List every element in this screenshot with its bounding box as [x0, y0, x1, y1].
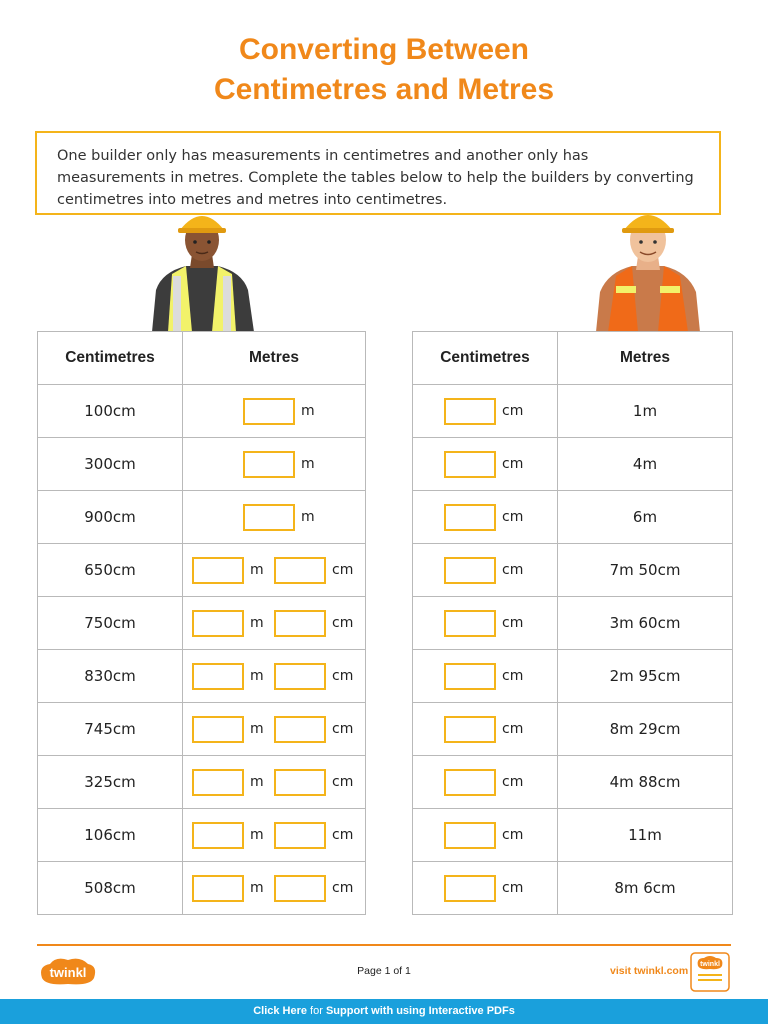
table-row: [413, 544, 733, 597]
table-row: [38, 385, 366, 438]
header-metres: Metres: [183, 332, 366, 385]
unit-cm: cm: [502, 774, 524, 790]
unit-cm: cm: [332, 880, 354, 896]
centimetres-answer-box[interactable]: [444, 451, 496, 478]
instructions-box: One builder only has measurements in centimetres and another only has measurements in metres. Complete the tables below to help the builders by converting centimetres into metres and metres into centimetres.: [35, 131, 721, 215]
m-value: 4m: [558, 438, 733, 491]
m-value: 1m: [558, 385, 733, 438]
table-row: [38, 650, 366, 703]
header-centimetres: Centimetres: [413, 332, 558, 385]
metres-cell: [183, 650, 366, 703]
table-row: [413, 756, 733, 809]
metres-answer-box[interactable]: [192, 716, 244, 743]
table-row: [413, 597, 733, 650]
metres-answer-box[interactable]: [192, 769, 244, 796]
metres-cell: [183, 385, 366, 438]
table-row: [413, 862, 733, 915]
page-title-line2: Centimetres and Metres: [213, 73, 555, 106]
unit-cm: cm: [332, 615, 354, 631]
banner-for: for: [307, 1005, 326, 1017]
unit-cm: cm: [502, 880, 524, 896]
support-banner[interactable]: [0, 999, 768, 1024]
unit-m: m: [250, 615, 264, 631]
m-to-cm-table: [412, 331, 733, 915]
metres-cell: [183, 862, 366, 915]
unit-m: m: [250, 774, 264, 790]
centimetres-answer-box[interactable]: [444, 557, 496, 584]
cm-value: 750cm: [38, 597, 183, 650]
centimetres-cell: [413, 544, 558, 597]
unit-cm: cm: [502, 562, 524, 578]
centimetres-answer-box[interactable]: [444, 716, 496, 743]
table-row: [38, 491, 366, 544]
centimetres-answer-box[interactable]: [274, 822, 326, 849]
centimetres-answer-box[interactable]: [444, 875, 496, 902]
metres-answer-box[interactable]: [192, 875, 244, 902]
unit-m: m: [301, 456, 315, 472]
unit-cm: cm: [502, 403, 524, 419]
centimetres-cell: [413, 438, 558, 491]
centimetres-answer-box[interactable]: [274, 875, 326, 902]
centimetres-answer-box[interactable]: [444, 610, 496, 637]
unit-cm: cm: [502, 509, 524, 525]
table-row: [38, 862, 366, 915]
click-here-link[interactable]: Click Here: [253, 1005, 307, 1017]
unit-m: m: [250, 562, 264, 578]
m-value: 6m: [558, 491, 733, 544]
m-value: 7m 50cm: [558, 544, 733, 597]
table-row: [38, 756, 366, 809]
metres-cell: [183, 544, 366, 597]
unit-cm: cm: [332, 668, 354, 684]
unit-cm: cm: [502, 456, 524, 472]
cm-value: 830cm: [38, 650, 183, 703]
table-row: [38, 703, 366, 756]
centimetres-answer-box[interactable]: [274, 716, 326, 743]
table-row: [38, 809, 366, 862]
m-value: 11m: [558, 809, 733, 862]
header-centimetres: Centimetres: [38, 332, 183, 385]
table-row: [413, 703, 733, 756]
metres-answer-box[interactable]: [192, 663, 244, 690]
centimetres-answer-box[interactable]: [274, 610, 326, 637]
metres-answer-box[interactable]: [243, 398, 295, 425]
cm-value: 106cm: [38, 809, 183, 862]
unit-m: m: [301, 509, 315, 525]
page-title-line1: Converting Between: [238, 33, 530, 66]
unit-cm: cm: [502, 668, 524, 684]
centimetres-answer-box[interactable]: [444, 504, 496, 531]
centimetres-cell: [413, 809, 558, 862]
metres-answer-box[interactable]: [192, 610, 244, 637]
cm-to-m-table: [37, 331, 366, 915]
table-row: [413, 491, 733, 544]
metres-cell: [183, 597, 366, 650]
footer-divider: [37, 944, 731, 946]
table-row: [413, 809, 733, 862]
m-value: 8m 6cm: [558, 862, 733, 915]
centimetres-cell: [413, 385, 558, 438]
cm-value: 100cm: [38, 385, 183, 438]
table-row: [38, 438, 366, 491]
centimetres-cell: [413, 862, 558, 915]
builder-woman-illustration: [142, 206, 262, 332]
table-row: [38, 597, 366, 650]
unit-cm: cm: [332, 827, 354, 843]
metres-cell: [183, 809, 366, 862]
metres-cell: [183, 438, 366, 491]
centimetres-cell: [413, 756, 558, 809]
centimetres-answer-box[interactable]: [444, 769, 496, 796]
metres-answer-box[interactable]: [243, 504, 295, 531]
unit-cm: cm: [502, 827, 524, 843]
centimetres-cell: [413, 650, 558, 703]
centimetres-answer-box[interactable]: [274, 557, 326, 584]
svg-text:twinkl: twinkl: [49, 965, 87, 980]
cm-value: 508cm: [38, 862, 183, 915]
cm-value: 650cm: [38, 544, 183, 597]
table-row: [413, 650, 733, 703]
metres-cell: [183, 756, 366, 809]
metres-answer-box[interactable]: [243, 451, 295, 478]
unit-m: m: [250, 827, 264, 843]
cm-value: 300cm: [38, 438, 183, 491]
cm-value: 325cm: [38, 756, 183, 809]
unit-m: m: [250, 668, 264, 684]
table-row: [413, 385, 733, 438]
header-metres: Metres: [558, 332, 733, 385]
metres-cell: [183, 491, 366, 544]
banner-support-text: Support with using Interactive PDFs: [325, 1005, 515, 1017]
centimetres-answer-box[interactable]: [274, 663, 326, 690]
table-row: [38, 544, 366, 597]
cm-value: 745cm: [38, 703, 183, 756]
m-value: 4m 88cm: [558, 756, 733, 809]
quality-badge: [690, 952, 730, 992]
centimetres-answer-box[interactable]: [444, 398, 496, 425]
unit-cm: cm: [332, 721, 354, 737]
centimetres-cell: [413, 703, 558, 756]
centimetres-cell: [413, 597, 558, 650]
metres-answer-box[interactable]: [192, 822, 244, 849]
unit-m: m: [301, 403, 315, 419]
metres-answer-box[interactable]: [192, 557, 244, 584]
m-value: 8m 29cm: [558, 703, 733, 756]
table-row: [413, 438, 733, 491]
m-value: 3m 60cm: [558, 597, 733, 650]
centimetres-answer-box[interactable]: [444, 822, 496, 849]
visit-twinkl-link[interactable]: visit twinkl.com: [610, 965, 689, 977]
unit-cm: cm: [502, 615, 524, 631]
svg-text:twinkl: twinkl: [700, 961, 720, 968]
unit-m: m: [250, 880, 264, 896]
unit-cm: cm: [332, 562, 354, 578]
centimetres-answer-box[interactable]: [444, 663, 496, 690]
builder-man-illustration: [590, 206, 706, 332]
page-number: Page 1 of 1: [357, 965, 411, 977]
cm-value: 900cm: [38, 491, 183, 544]
m-value: 2m 95cm: [558, 650, 733, 703]
metres-cell: [183, 703, 366, 756]
unit-cm: cm: [332, 774, 354, 790]
unit-m: m: [250, 721, 264, 737]
unit-cm: cm: [502, 721, 524, 737]
centimetres-cell: [413, 491, 558, 544]
centimetres-answer-box[interactable]: [274, 769, 326, 796]
